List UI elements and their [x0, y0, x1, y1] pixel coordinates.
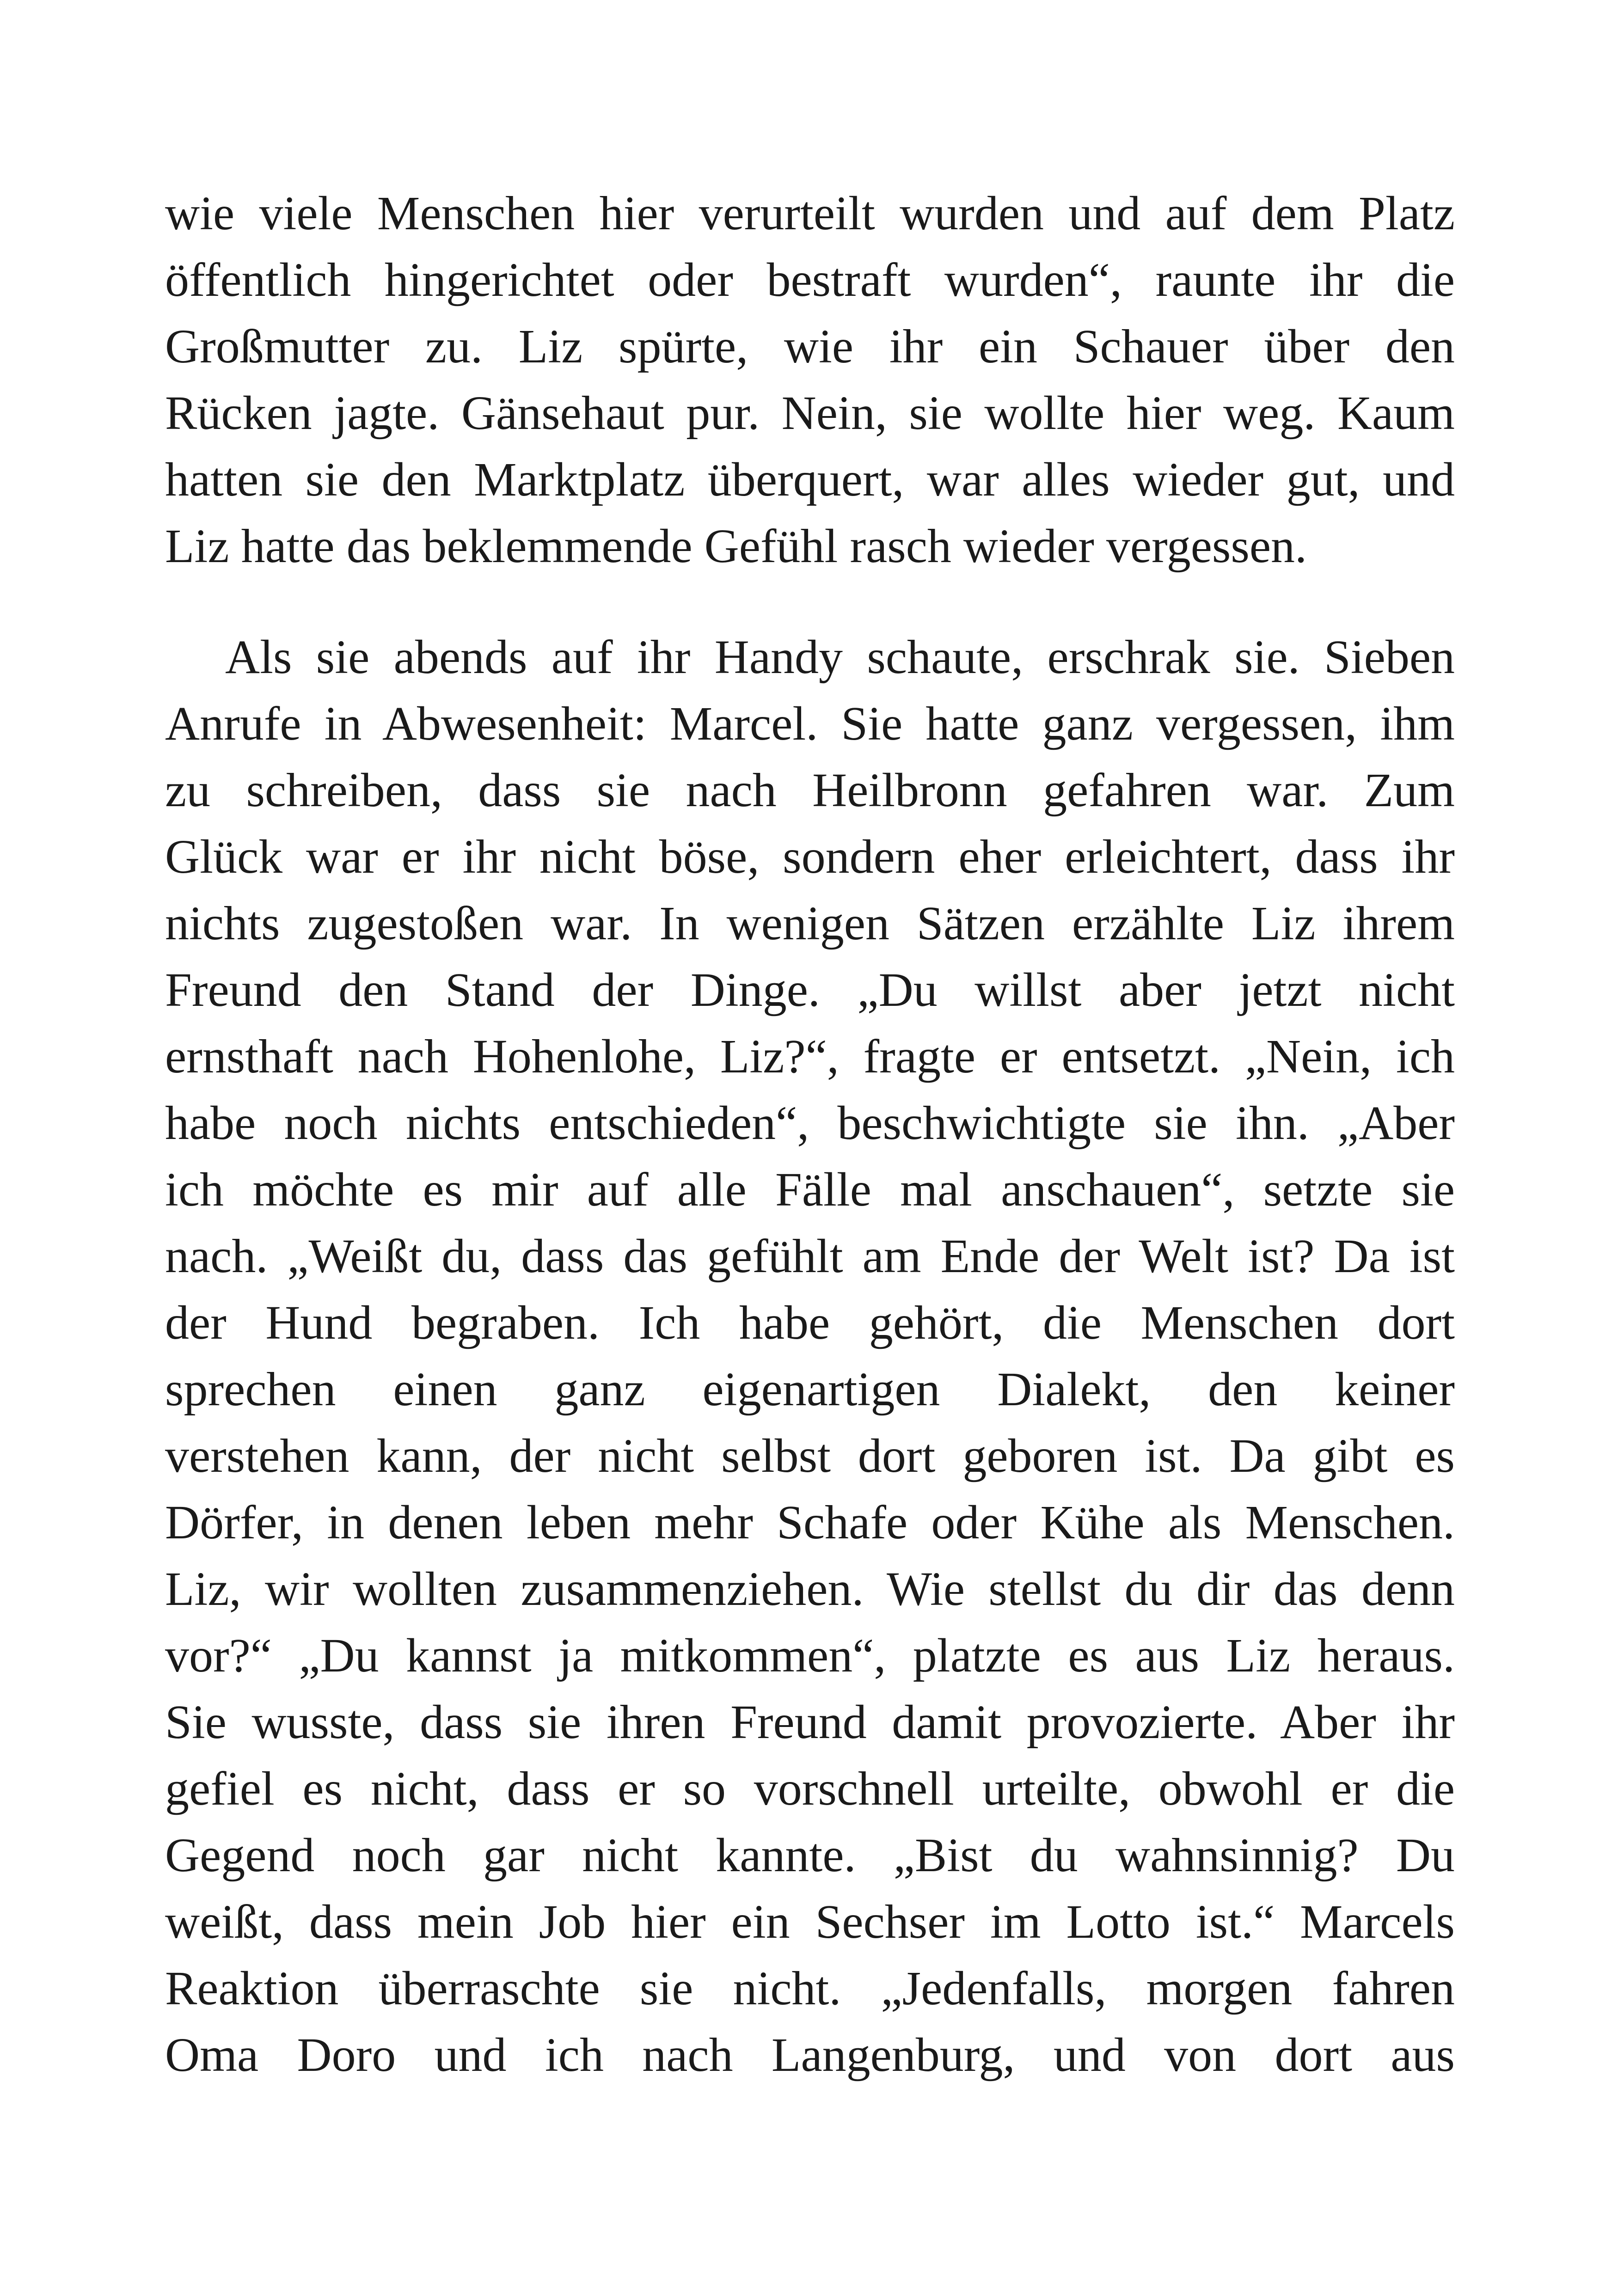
paragraph-1 [165, 180, 1455, 580]
text-line: weißt, dass mein Job hier ein Sechser im Lotto ist.“ Marcels [165, 1895, 1455, 1948]
text-line: Sie wusste, dass sie ihren Freund damit provozierte. Aber ihr [165, 1696, 1455, 1749]
text-line: Liz, wir wollten zusammenziehen. Wie stellst du dir das denn [165, 1562, 1455, 1616]
text-line: habe noch nichts entschieden“, beschwichtigte sie ihn. „Aber [165, 1096, 1455, 1150]
text-line: Freund den Stand der Dinge. „Du willst aber jetzt nicht [165, 963, 1455, 1016]
text-line: nach. „Weißt du, dass das gefühlt am Ende der Welt ist? Da ist [165, 1230, 1455, 1283]
text-line: hatten sie den Marktplatz überquert, war alles wieder gut, und [165, 453, 1455, 506]
text-line: zu schreiben, dass sie nach Heilbronn gefahren war. Zum [165, 764, 1455, 817]
text-line: Großmutter zu. Liz spürte, wie ihr ein Schauer über den [165, 320, 1455, 373]
text-line: wie viele Menschen hier verurteilt wurden und auf dem Platz [165, 187, 1455, 240]
text-line: Reaktion überraschte sie nicht. „Jedenfalls, morgen fahren [165, 1962, 1455, 2015]
text-line: verstehen kann, der nicht selbst dort geboren ist. Da gibt es [165, 1429, 1455, 1482]
text-line: der Hund begraben. Ich habe gehört, die Menschen dort [165, 1296, 1455, 1349]
text-line: Rücken jagte. Gänsehaut pur. Nein, sie wollte hier weg. Kaum [165, 386, 1455, 440]
text-line: Anrufe in Abwesenheit: Marcel. Sie hatte ganz vergessen, ihm [165, 697, 1455, 750]
paragraph-2 [165, 624, 1455, 2088]
text-line: Liz hatte das beklemmende Gefühl rasch wieder vergessen. [165, 520, 1307, 573]
text-line: Dörfer, in denen leben mehr Schafe oder Kühe als Menschen. [165, 1496, 1455, 1549]
text-line: ernsthaft nach Hohenlohe, Liz?“, fragte er entsetzt. „Nein, ich [165, 1030, 1455, 1083]
text-line: gefiel es nicht, dass er so vorschnell urteilte, obwohl er die [165, 1762, 1455, 1815]
text-line: Oma Doro und ich nach Langenburg, und von dort aus [165, 2028, 1455, 2082]
text-line: ich möchte es mir auf alle Fälle mal anschauen“, setzte sie [165, 1163, 1455, 1216]
text-line: Glück war er ihr nicht böse, sondern eher erleichtert, dass ihr [165, 830, 1455, 883]
text-line: sprechen einen ganz eigenartigen Dialekt, den keiner [165, 1363, 1455, 1416]
text-line: öffentlich hingerichtet oder bestraft wurden“, raunte ihr die [165, 253, 1455, 306]
text-line: Als sie abends auf ihr Handy schaute, erschrak sie. Sieben [225, 631, 1455, 684]
text-line: Gegend noch gar nicht kannte. „Bist du wahnsinnig? Du [165, 1829, 1455, 1882]
text-line: vor?“ „Du kannst ja mitkommen“, platzte es aus Liz heraus. [165, 1629, 1455, 1682]
text-line: nichts zugestoßen war. In wenigen Sätzen erzählte Liz ihrem [165, 897, 1455, 950]
